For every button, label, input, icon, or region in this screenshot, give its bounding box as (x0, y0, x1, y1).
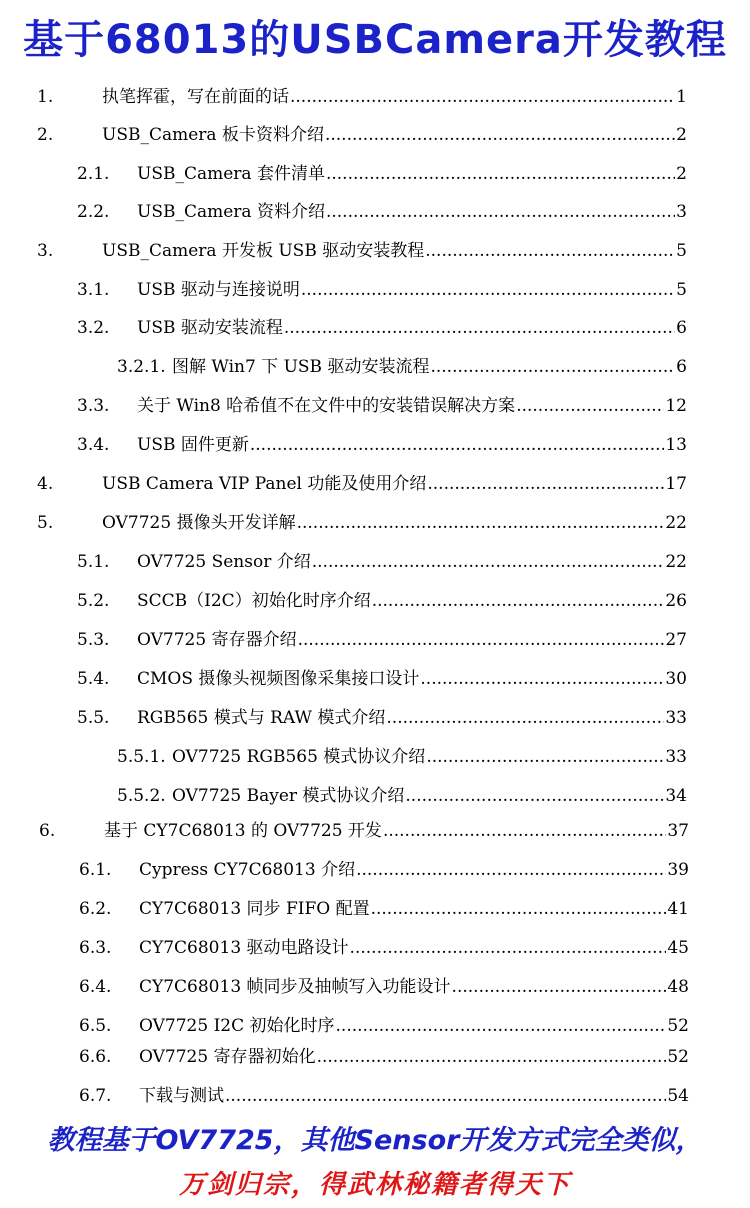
footer-note: 教程基于OV7725，其他Sensor开发方式完全类似， (47, 1125, 703, 1156)
toc-dot-leader (284, 314, 675, 342)
toc-entry-number: 3.1. (77, 280, 110, 300)
toc-page-number: 54 (667, 1086, 689, 1106)
toc-entry[interactable] (0, 548, 750, 576)
toc-page-number: 1 (676, 87, 687, 107)
toc-dot-leader (297, 509, 665, 537)
toc-entry[interactable] (0, 973, 750, 1001)
toc-dot-leader (326, 198, 675, 226)
toc-entry-title: OV7725 Sensor 介绍 (137, 552, 311, 572)
toc-page-number: 12 (665, 396, 687, 416)
toc-entry-title: CY7C68013 驱动电路设计 (139, 938, 349, 958)
toc-entry-title: USB Camera VIP Panel 功能及使用介绍 (102, 474, 427, 494)
toc-entry-title: USB_Camera 板卡资料介绍 (102, 125, 324, 145)
toc-dot-leader (336, 1012, 667, 1040)
toc-page-number: 26 (665, 591, 687, 611)
toc-entry-number: 5. (37, 513, 54, 533)
toc-entry-number: 5.2. (77, 591, 110, 611)
toc-page-number: 22 (665, 552, 687, 572)
toc-entry-number: 3. (37, 241, 54, 261)
toc-page-number: 45 (667, 938, 689, 958)
toc-entry-number: 3.4. (77, 435, 110, 455)
toc-entry[interactable] (0, 895, 750, 923)
toc-entry-number: 2. (37, 125, 54, 145)
toc-entry[interactable] (0, 665, 750, 693)
toc-entry-number: 6.2. (79, 899, 112, 919)
toc-page-number: 5 (676, 241, 687, 261)
toc-dot-leader (326, 160, 675, 188)
toc-entry-title: OV7725 寄存器介绍 (137, 630, 297, 650)
toc-entry-number: 6.3. (79, 938, 112, 958)
toc-entry[interactable] (0, 470, 750, 498)
toc-page-number: 5 (676, 280, 687, 300)
toc-entry-number: 6.1. (79, 860, 112, 880)
toc-entry[interactable] (0, 817, 750, 845)
toc-page-number: 52 (667, 1016, 689, 1036)
toc-page-number: 37 (667, 821, 689, 841)
toc-entry-number: 3.3. (77, 396, 110, 416)
toc-dot-leader (427, 470, 664, 498)
toc-entry-title: OV7725 寄存器初始化 (139, 1047, 316, 1067)
toc-dot-leader (386, 704, 664, 732)
toc-entry[interactable] (0, 314, 750, 342)
toc-page-number: 48 (667, 977, 689, 997)
toc-page-number: 33 (665, 708, 687, 728)
toc-dot-leader (350, 934, 667, 962)
toc-entry-title: SCCB（I2C）初始化时序介绍 (137, 591, 371, 611)
toc-dot-leader (452, 973, 667, 1001)
toc-entry-number: 6.6. (79, 1047, 112, 1067)
toc-dot-leader (325, 121, 675, 149)
toc-entry[interactable] (0, 782, 750, 810)
toc-dot-leader (426, 743, 664, 771)
toc-entry-title: OV7725 Bayer 模式协议介绍 (172, 786, 405, 806)
toc-page-number: 17 (665, 474, 687, 494)
toc-page-number: 41 (667, 899, 689, 919)
toc-dot-leader (430, 353, 675, 381)
toc-entry-title: CY7C68013 帧同步及抽帧写入功能设计 (139, 977, 451, 997)
toc-entry-title: USB_Camera 开发板 USB 驱动安装教程 (102, 241, 425, 261)
toc-entry-number: 6.7. (79, 1086, 112, 1106)
page-title: 基于68013的USBCamera开发教程 (23, 17, 727, 63)
toc-dot-leader (516, 392, 664, 420)
toc-entry-title: USB_Camera 资料介绍 (137, 202, 325, 222)
toc-entry-number: 1. (37, 87, 54, 107)
toc-page-number: 30 (665, 669, 687, 689)
toc-entry[interactable] (0, 1043, 750, 1071)
toc-entry-title: OV7725 RGB565 模式协议介绍 (172, 747, 426, 767)
toc-entry-number: 3.2. (77, 318, 110, 338)
toc-page-number: 27 (665, 630, 687, 650)
toc-entry-title: 执笔挥霍，写在前面的话 (102, 87, 289, 107)
toc-dot-leader (301, 276, 675, 304)
toc-dot-leader (317, 1043, 667, 1071)
toc-entry-number: 5.5. (77, 708, 110, 728)
toc-page-number: 52 (667, 1047, 689, 1067)
toc-entry-title: 基于 CY7C68013 的 OV7725 开发 (104, 821, 382, 841)
toc-dot-leader (356, 856, 666, 884)
toc-dot-leader (298, 626, 665, 654)
toc-entry-title: USB 驱动与连接说明 (137, 280, 300, 300)
toc-entry[interactable] (0, 83, 750, 111)
toc-entry-title: CY7C68013 同步 FIFO 配置 (139, 899, 370, 919)
toc-entry-title: USB 固件更新 (137, 435, 249, 455)
toc-entry[interactable] (0, 704, 750, 732)
toc-entry-number: 2.2. (77, 202, 110, 222)
toc-page-number: 22 (665, 513, 687, 533)
toc-page-number: 3 (676, 202, 687, 222)
toc-entry-number: 6.5. (79, 1016, 112, 1036)
toc-dot-leader (383, 817, 666, 845)
toc-dot-leader (312, 548, 665, 576)
toc-entry-number: 5.1. (77, 552, 110, 572)
toc-page-number: 6 (676, 357, 687, 377)
toc-entry[interactable] (0, 431, 750, 459)
toc-entry[interactable] (0, 276, 750, 304)
toc-entry-number: 6.4. (79, 977, 112, 997)
toc-entry-number: 4. (37, 474, 54, 494)
toc-entry-number: 5.5.1. (117, 747, 166, 767)
toc-entry[interactable] (0, 856, 750, 884)
toc-entry-title: OV7725 I2C 初始化时序 (139, 1016, 335, 1036)
toc-entry[interactable] (0, 392, 750, 420)
toc-entry-title: 下载与测试 (139, 1086, 224, 1106)
toc-entry[interactable] (0, 160, 750, 188)
toc-entry[interactable] (0, 1082, 750, 1110)
toc-entry-number: 5.5.2. (117, 786, 166, 806)
toc-entry-number: 5.3. (77, 630, 110, 650)
toc-entry[interactable] (0, 1012, 750, 1040)
toc-entry-number: 6. (39, 821, 56, 841)
toc-entry-title: 图解 Win7 下 USB 驱动安装流程 (172, 357, 430, 377)
toc-entry-number: 5.4. (77, 669, 110, 689)
footer-slogan: 万剑归宗，得武林秘籍者得天下 (178, 1170, 571, 1200)
toc-entry-title: Cypress CY7C68013 介绍 (139, 860, 356, 880)
toc-dot-leader (225, 1082, 666, 1110)
toc-entry[interactable] (0, 121, 750, 149)
toc-entry-title: CMOS 摄像头视频图像采集接口设计 (137, 669, 420, 689)
toc-entry[interactable] (0, 198, 750, 226)
toc-dot-leader (290, 83, 675, 111)
toc-entry[interactable] (0, 743, 750, 771)
toc-dot-leader (420, 665, 664, 693)
toc-page-number: 2 (676, 164, 687, 184)
toc-entry[interactable] (0, 934, 750, 962)
toc-page-number: 2 (676, 125, 687, 145)
toc-page-number: 39 (667, 860, 689, 880)
toc-entry-title: RGB565 模式与 RAW 模式介绍 (137, 708, 386, 728)
toc-entry[interactable] (0, 509, 750, 537)
toc-entry-title: 关于 Win8 哈希值不在文件中的安装错误解决方案 (137, 396, 516, 416)
toc-page-number: 6 (676, 318, 687, 338)
toc-entry-title: USB 驱动安装流程 (137, 318, 283, 338)
toc-page-number: 34 (665, 786, 687, 806)
toc-entry-title: OV7725 摄像头开发详解 (102, 513, 296, 533)
toc-page-number: 33 (665, 747, 687, 767)
toc-dot-leader (371, 895, 667, 923)
toc-entry-number: 2.1. (77, 164, 110, 184)
toc-entry-number: 3.2.1. (117, 357, 166, 377)
toc-entry[interactable] (0, 587, 750, 615)
toc-dot-leader (405, 782, 664, 810)
toc-entry[interactable] (0, 353, 750, 381)
toc-page-number: 13 (665, 435, 687, 455)
toc-dot-leader (250, 431, 664, 459)
toc-dot-leader (372, 587, 665, 615)
toc-entry[interactable] (0, 237, 750, 265)
toc-entry[interactable] (0, 626, 750, 654)
toc-dot-leader (425, 237, 675, 265)
toc-entry-title: USB_Camera 套件清单 (137, 164, 325, 184)
